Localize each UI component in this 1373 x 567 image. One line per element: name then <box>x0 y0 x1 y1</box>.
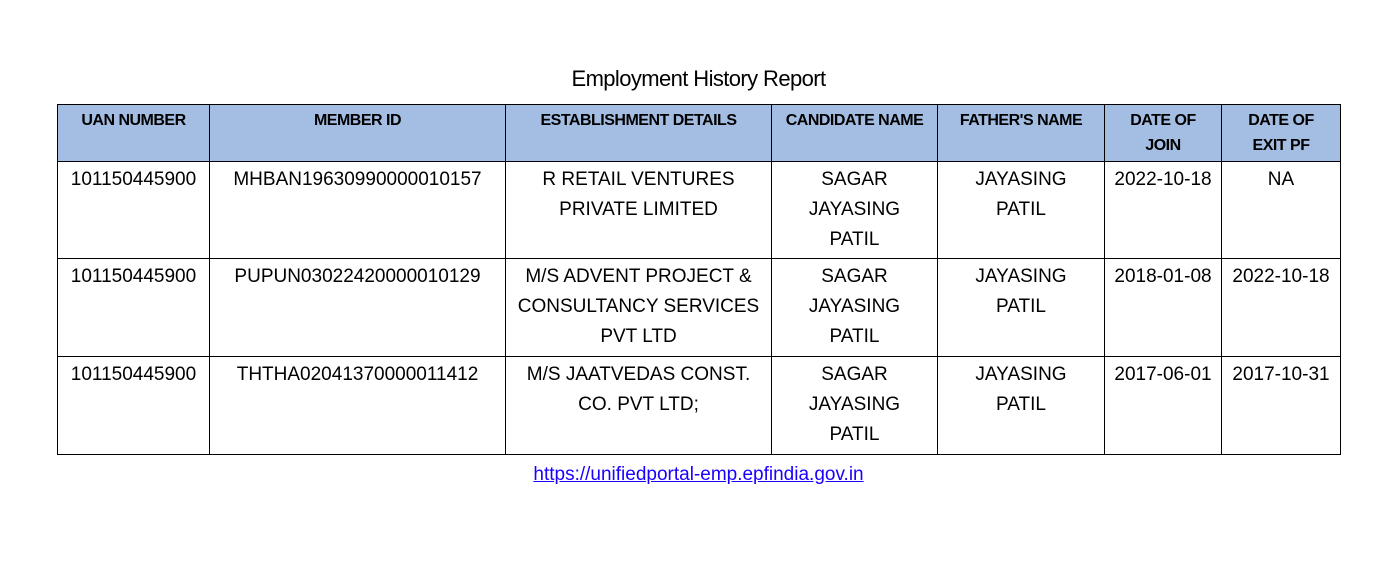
establishment-line: CO. PVT LTD; <box>578 394 699 415</box>
table-row <box>58 259 1341 357</box>
table-header-row <box>58 105 1341 162</box>
member-id-cell: MHBAN19630990000010157 <box>210 162 506 259</box>
date-of-exit-cell: 2017-10-31 <box>1222 357 1341 455</box>
header-date-of-exit-line2: EXIT PF <box>1252 137 1310 154</box>
uan-number-cell: 101150445900 <box>58 162 210 259</box>
member-id-cell: PUPUN03022420000010129 <box>210 259 506 357</box>
uan-number-cell: 101150445900 <box>58 357 210 455</box>
fathers-name-cell <box>938 357 1105 455</box>
header-uan-number: UAN NUMBER <box>58 105 210 162</box>
establishment-line: PVT LTD <box>600 326 677 347</box>
header-date-of-join-line2: JOIN <box>1145 137 1181 154</box>
table-row <box>58 162 1341 259</box>
fathers-name-line: JAYASING <box>975 169 1067 190</box>
candidate-name-cell <box>772 259 938 357</box>
candidate-name-line: PATIL <box>829 326 880 347</box>
establishment-details-cell <box>506 357 772 455</box>
header-fathers-name: FATHER'S NAME <box>938 105 1105 162</box>
fathers-name-line: JAYASING <box>975 364 1067 385</box>
date-of-exit-cell: NA <box>1222 162 1341 259</box>
fathers-name-cell <box>938 259 1105 357</box>
candidate-name-line: PATIL <box>829 424 880 445</box>
fathers-name-cell <box>938 162 1105 259</box>
header-candidate-name: CANDIDATE NAME <box>772 105 938 162</box>
header-date-of-join <box>1105 105 1222 162</box>
fathers-name-line: PATIL <box>996 296 1046 317</box>
date-of-join-cell: 2017-06-01 <box>1105 357 1222 455</box>
footer <box>0 462 1373 488</box>
uan-number-cell: 101150445900 <box>58 259 210 357</box>
establishment-line: PRIVATE LIMITED <box>559 199 718 220</box>
header-date-of-exit <box>1222 105 1341 162</box>
candidate-name-line: SAGAR <box>821 169 888 190</box>
establishment-details-cell <box>506 259 772 357</box>
candidate-name-line: JAYASING <box>808 199 901 220</box>
epfo-portal-link[interactable]: https://unifiedportal-emp.epfindia.gov.in <box>533 464 864 485</box>
header-member-id: MEMBER ID <box>210 105 506 162</box>
candidate-name-line: JAYASING <box>808 394 901 415</box>
establishment-line: M/S JAATVEDAS CONST. <box>526 364 751 385</box>
report-title: Employment History Report <box>571 66 826 91</box>
table-row <box>58 357 1341 455</box>
date-of-join-cell: 2022-10-18 <box>1105 162 1222 259</box>
establishment-line: M/S ADVENT PROJECT & <box>525 266 752 287</box>
fathers-name-line: JAYASING <box>975 266 1067 287</box>
header-date-of-exit-line1: DATE OF <box>1248 112 1314 129</box>
candidate-name-line: SAGAR <box>821 266 888 287</box>
candidate-name-cell <box>772 162 938 259</box>
fathers-name-line: PATIL <box>996 199 1046 220</box>
candidate-name-line: PATIL <box>829 229 880 250</box>
candidate-name-line: SAGAR <box>821 364 888 385</box>
fathers-name-line: PATIL <box>996 394 1046 415</box>
candidate-name-cell <box>772 357 938 455</box>
date-of-exit-cell: 2022-10-18 <box>1222 259 1341 357</box>
header-establishment-details: ESTABLISHMENT DETAILS <box>506 105 772 162</box>
date-of-join-cell: 2018-01-08 <box>1105 259 1222 357</box>
establishment-details-cell <box>506 162 772 259</box>
header-date-of-join-line1: DATE OF <box>1130 112 1196 129</box>
employment-history-table <box>57 104 1341 455</box>
establishment-line: CONSULTANCY SERVICES <box>517 296 760 317</box>
establishment-line: R RETAIL VENTURES <box>542 169 735 190</box>
candidate-name-line: JAYASING <box>808 296 901 317</box>
member-id-cell: THTHA02041370000011412 <box>210 357 506 455</box>
